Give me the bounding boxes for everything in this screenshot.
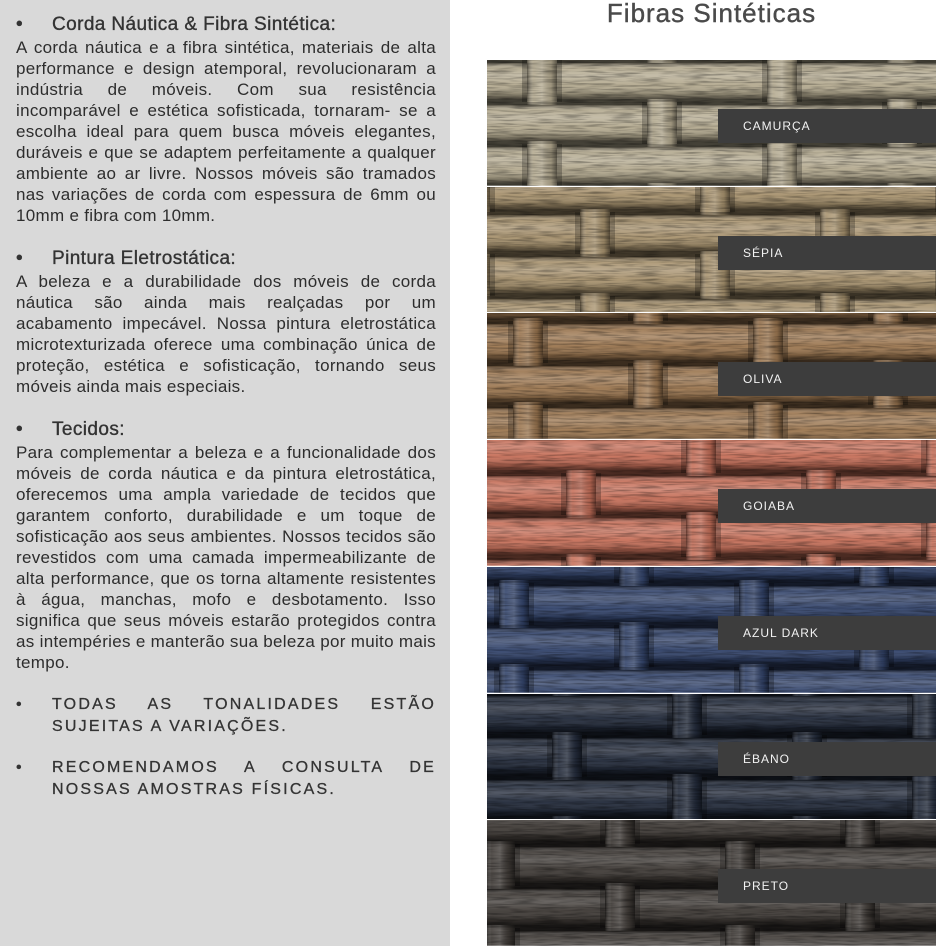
fiber-swatch-label: SÉPIA xyxy=(718,236,936,270)
section-heading xyxy=(16,247,436,271)
fiber-swatch-goiaba xyxy=(487,439,936,566)
fiber-swatch-sepia xyxy=(487,186,936,313)
section-heading-text: Tecidos: xyxy=(52,419,125,440)
fiber-swatch-preto xyxy=(487,819,936,946)
section-body: Para complementar a beleza e a funcionalidade dos móveis de corda náutica e da pintura eletrostática, oferecemos uma ampla variedade de tecidos que garantem conforto, durabilidade e um toque de sofisticação aos seus ambientes. Nossos tecidos são revestidos com uma camada impermeabilizante de alta performance, que os torna altamente resistentes à água, manchas, mofo e desbotamento. Isso significa que seus móveis estarão protegidos contra as intempéries e manterão sua beleza por muito mais tempo. xyxy=(16,443,436,672)
section-pintura-eletrostatica xyxy=(16,247,436,397)
section-heading xyxy=(16,13,436,37)
bullet: • xyxy=(16,14,24,35)
note-amostras xyxy=(16,757,436,801)
section-body: A beleza e a durabilidade dos móveis de corda náutica são ainda mais realçadas por um acabamento impecável. Nossa pintura eletrostática microtexturizada oferece uma combinação única de proteção, estética e sofisticação, tornando seus móveis ainda mais especiais. xyxy=(16,272,436,396)
info-panel xyxy=(0,0,450,946)
note-text: RECOMENDAMOS A CONSULTA DE NOSSAS AMOSTRAS FÍSICAS. xyxy=(52,759,436,798)
fiber-swatch-label: GOIABA xyxy=(718,489,936,523)
bullet: • xyxy=(16,696,24,713)
fiber-swatch-label: CAMURÇA xyxy=(718,109,936,143)
fiber-swatch-label: AZUL DARK xyxy=(718,616,936,650)
section-corda-nautica xyxy=(16,13,436,226)
fiber-swatch-label: ÉBANO xyxy=(718,742,936,776)
bullet: • xyxy=(16,248,24,269)
section-heading xyxy=(16,418,436,442)
section-body: A corda náutica e a fibra sintética, materiais de alta performance e design atemporal, revolucionaram a indústria de móveis. Com sua resistência incomparável e estética sofisticada, tornaram- se a escolha ideal para quem busca móveis elegantes, duráveis e que se adaptem perfeitamente a qualquer ambiente ao ar livre. Nossos móveis são tramados nas variações de corda com espessura de 6mm ou 10mm e fibra com 10mm. xyxy=(16,38,436,225)
fiber-swatch-label: OLIVA xyxy=(718,362,936,396)
section-heading-text: Pintura Eletrostática: xyxy=(52,248,237,269)
bullet: • xyxy=(16,759,24,776)
page-title: Fibras Sintéticas xyxy=(606,0,817,28)
fiber-swatch-ebano xyxy=(487,693,936,820)
section-tecidos xyxy=(16,418,436,673)
bullet: • xyxy=(16,419,24,440)
note-tonalidades xyxy=(16,694,436,738)
fiber-swatch-camurca xyxy=(487,60,936,186)
fiber-swatch-azul-dark xyxy=(487,566,936,693)
section-heading-text: Corda Náutica & Fibra Sintética: xyxy=(52,14,337,35)
fiber-swatch-list xyxy=(487,60,936,946)
fiber-swatch-oliva xyxy=(487,312,936,439)
fiber-swatch-label: PRETO xyxy=(718,869,936,903)
note-text: TODAS AS TONALIDADES ESTÃO SUJEITAS A VARIAÇÕES. xyxy=(52,696,436,735)
